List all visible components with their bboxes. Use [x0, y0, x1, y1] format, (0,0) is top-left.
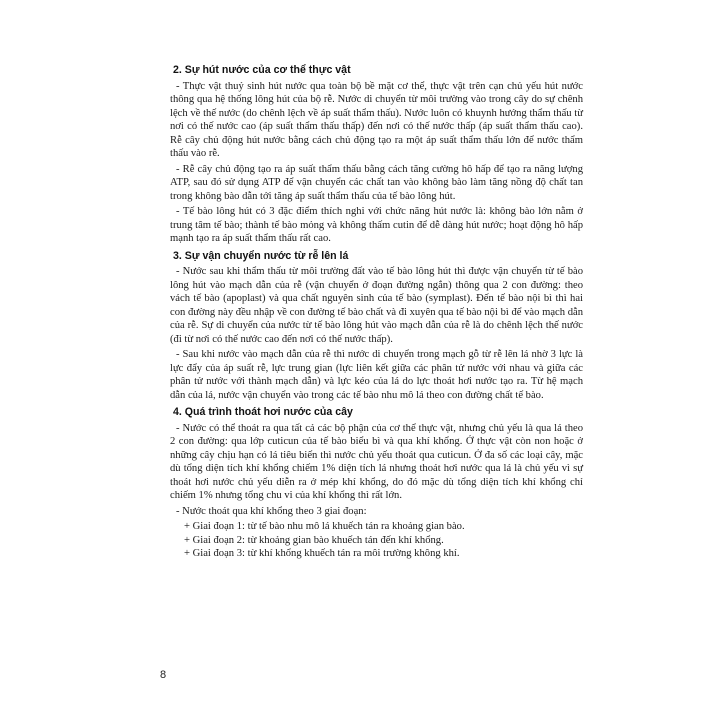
stage-item: + Giai đoạn 3: từ khí khổng khuếch tán ra môi trường không khí.: [184, 548, 460, 559]
paragraph: - Nước có thể thoát ra qua tất cả các bộ phận của cơ thể thực vật, nhưng chủ yếu là qua lá theo 2 con đường: qua lớp cuticun của tế bào biểu bì và qua khí khổng. Ở thực vật còn non hoặc ở những cây chịu hạn có lá tiêu biến thì nước chủ yếu thoát qua cuticun. Ở đa số các loại cây, mặc dù tổng diện tích khí khổng chiếm 1% diện tích lá nhưng thoát hơi nước qua lá là chủ yếu vì sự thoát hơi nước chủ yếu diễn ra ở mép khí khổng, do đó mặc dù tổng diện tích khí khổng chỉ chiếm 1% nhưng tổng chu vi của khí khổng thì rất lớn.: [170, 422, 583, 501]
paragraph: - Nước sau khi thẩm thấu từ môi trường đất vào tế bào lông hút thì được vận chuyển từ tế bào lông hút vào mạch dẫn của rễ (vận chuyển ở đoạn đường ngắn) thông qua 2 con đường: theo vách tế bào (apoplast) và qua chất nguyên sinh của tế bào (symplast). Đến tế bào nội bì thì hai con đường này đều nhập về con đường tế bào chất và đi xuyên qua tế bào nội bì để vào mạch dẫn của rễ. Sự di chuyển của nước từ tế bào lông hút vào mạch dẫn của rễ là do chênh lệch thế nước (đi từ nơi có thế nước cao đến nơi có thế nước thấp).: [170, 266, 583, 345]
paragraph: - Nước thoát qua khí khổng theo 3 giai đoạn:: [176, 505, 367, 517]
section-heading-2: 2. Sự hút nước của cơ thể thực vật: [173, 64, 351, 76]
page-number: 8: [160, 669, 167, 681]
stage-item: + Giai đoạn 2: từ khoảng gian bào khuếch tán đến khí khổng.: [184, 534, 444, 546]
stage-item: + Giai đoạn 1: từ tế bào nhu mô lá khuếch tán ra khoảng gian bào.: [184, 521, 465, 532]
paragraph: - Tế bào lông hút có 3 đặc điểm thích nghi với chức năng hút nước là: không bào lớn nằm ở trung tâm tế bào; thành tế bào mỏng và không thấm cutin để dễ dàng hút nước; hoạt động hô hấp mạnh tạo ra áp suất thẩm thấu rất cao.: [170, 206, 583, 244]
page-content: [170, 64, 583, 561]
paragraph: - Thực vật thuỷ sinh hút nước qua toàn bộ bề mặt cơ thể, thực vật trên cạn chủ yếu hút nước thông qua hệ thống lông hút của bộ rễ. Nước di chuyển từ môi trường vào trong cây do sự chênh lệch về thế nước (do chênh lệch về áp suất thẩm thấu). Nước luôn có khuynh hướng thẩm thấu từ nơi có thế nước cao (áp suất thẩm thấu thấp) đến nơi có thế nước thấp (áp suất thẩm thấu cao). Rễ cây chủ động hút nước bằng cách chủ động tạo ra một áp suất thẩm thấu lớn để nước thẩm thấu vào rễ.: [170, 80, 583, 159]
section-heading-4: 4. Quá trình thoát hơi nước của cây: [173, 406, 353, 418]
paragraph: - Rễ cây chủ động tạo ra áp suất thẩm thấu bằng cách tăng cường hô hấp để tạo ra năng lượng ATP, sau đó sử dụng ATP để vận chuyển các chất tan vào không bào làm tăng nồng độ chất tan trong không bào dẫn tới tăng áp suất thẩm thấu của tế bào lông hút.: [170, 163, 583, 202]
section-heading-3: 3. Sự vận chuyển nước từ rễ lên lá: [173, 249, 349, 262]
paragraph: - Sau khi nước vào mạch dẫn của rễ thì nước di chuyển trong mạch gỗ từ rễ lên lá nhờ 3 lực là lực đẩy của áp suất rễ, lực trung gian (lực liên kết giữa các phân tử nước với nhau và giữa các phân tử nước với thành mạch dẫn) và lực kéo của lá do lực thoát hơi nước tạo ra. Từ hệ mạch dẫn của lá, nước vận chuyển vào trong các tế bào nhu mô lá theo con đường chất tế bào.: [170, 349, 583, 401]
